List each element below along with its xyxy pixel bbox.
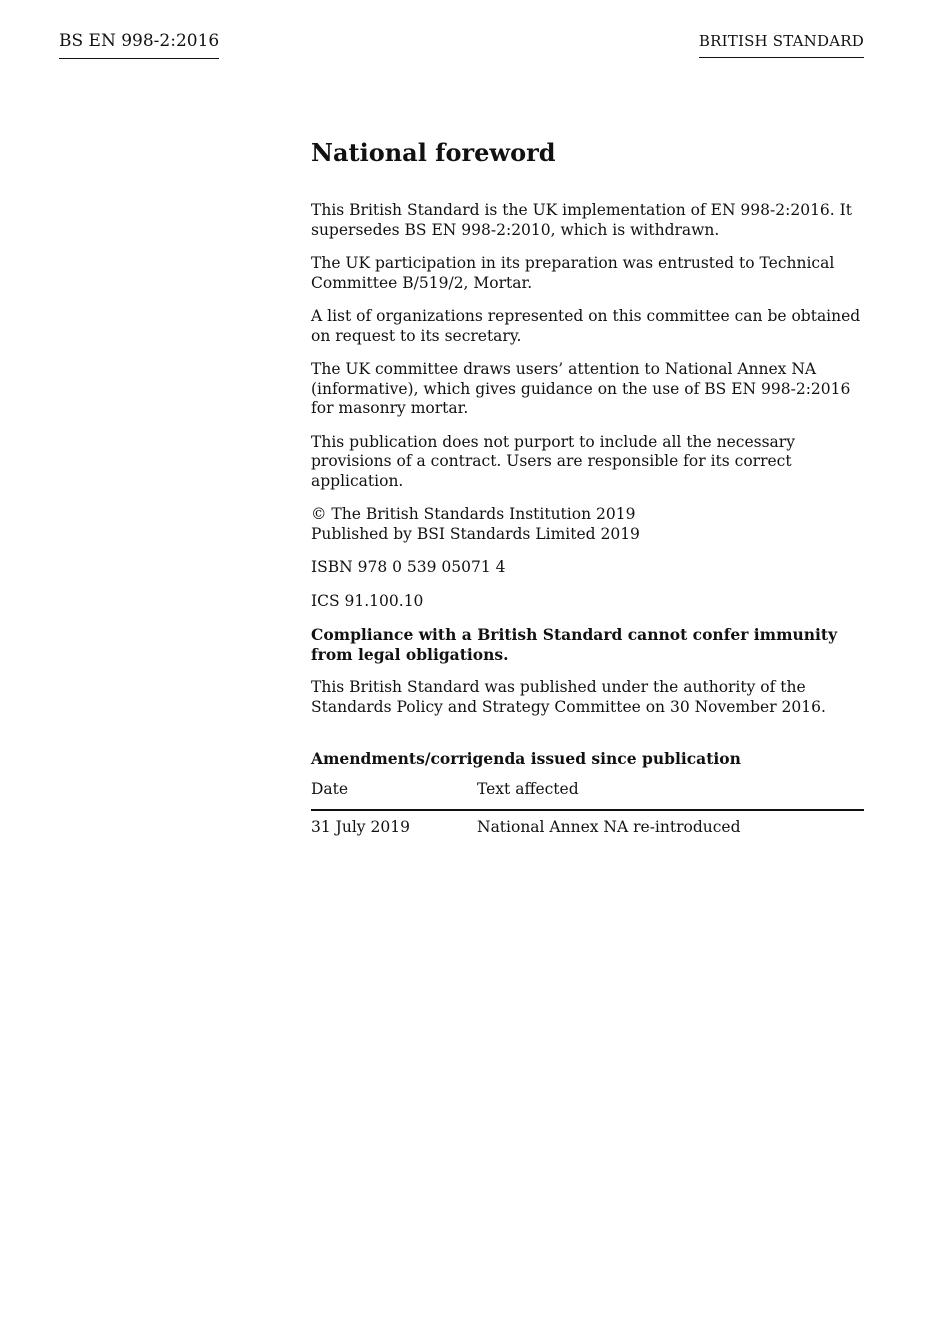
page-title: National foreword xyxy=(311,138,556,167)
document-id: BS EN 998-2:2016 xyxy=(59,30,219,59)
paragraph-organizations: A list of organizations represented on this committee can be obtained on request to its secretary. xyxy=(311,307,861,345)
amendment-date: 31 July 2019 xyxy=(311,818,410,836)
copyright-line: © The British Standards Institution 2019 xyxy=(311,505,636,523)
amendment-text: National Annex NA re-introduced xyxy=(477,818,741,836)
amendments-title: Amendments/corrigenda issued since publication xyxy=(311,749,741,768)
amendments-table xyxy=(311,779,864,837)
paragraph-national-annex: The UK committee draws users’ attention to National Annex NA (informative), which gives guidance on the use of BS EN 998-2:2016 for masonry mortar. xyxy=(311,360,851,417)
date-column-header: Date xyxy=(311,779,477,810)
ics: ICS 91.100.10 xyxy=(311,591,424,610)
amendments-header-row xyxy=(311,779,864,810)
copyright-block xyxy=(311,505,864,544)
authority-statement: This British Standard was published under the authority of the Standards Policy and Strategy Committee on 30 November 2016. xyxy=(311,678,826,716)
paragraph-implementation: This British Standard is the UK implementation of EN 998-2:2016. It supersedes BS EN 998-2:2010, which is withdrawn. xyxy=(311,201,852,239)
publisher-line: Published by BSI Standards Limited 2019 xyxy=(311,524,640,543)
table-row xyxy=(311,810,864,837)
text-affected-column-header: Text affected xyxy=(477,779,864,810)
paragraph-contract: This publication does not purport to include all the necessary provisions of a contract. Users are responsible for its correct application. xyxy=(311,432,795,490)
paragraph-participation: The UK participation in its preparation was entrusted to Technical Committee B/519/2, Mortar. xyxy=(311,254,835,292)
foreword-section xyxy=(311,137,864,837)
compliance-notice: Compliance with a British Standard cannot confer immunity from legal obligations. xyxy=(311,625,838,664)
standard-label: BRITISH STANDARD xyxy=(699,31,864,58)
isbn: ISBN 978 0 539 05071 4 xyxy=(311,558,506,576)
